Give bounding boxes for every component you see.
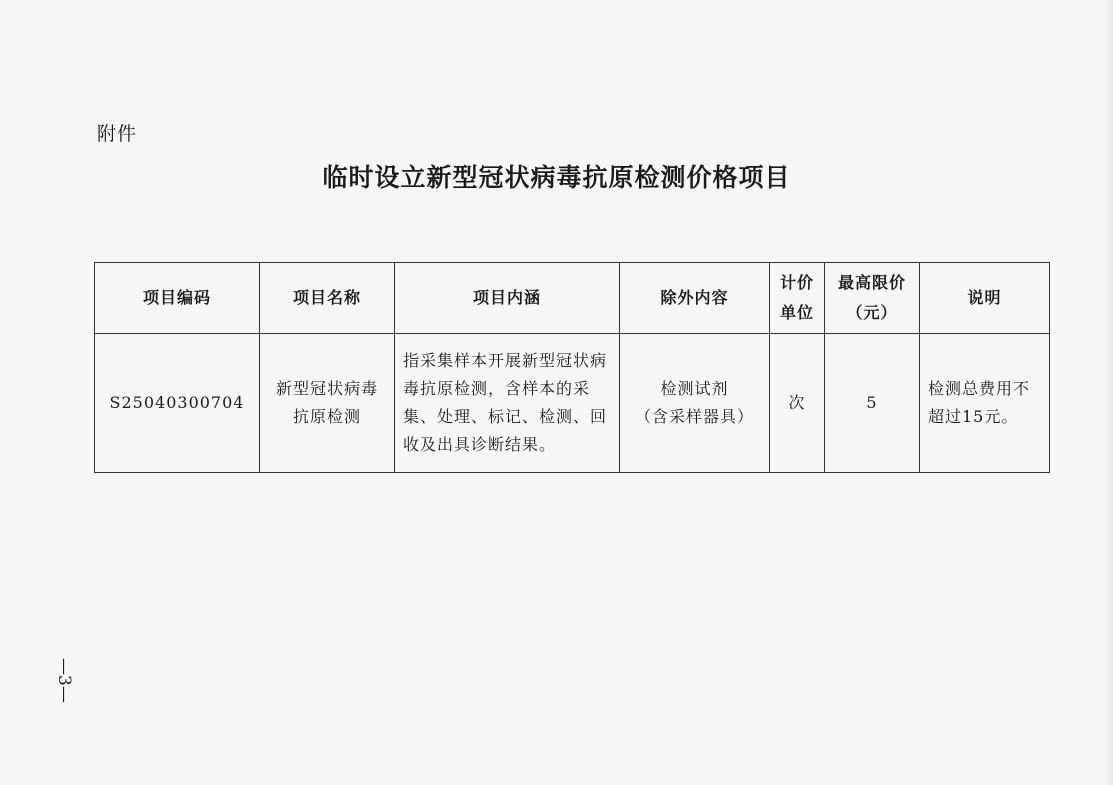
cell-excluded-line2: （含采样器具） — [634, 407, 754, 426]
page-edge-shadow — [1103, 0, 1113, 785]
cell-excluded — [620, 334, 770, 473]
header-price — [825, 263, 920, 334]
cell-excluded-line1: 检测试剂 — [660, 379, 729, 398]
header-price-line2: （元） — [846, 303, 898, 322]
cell-name: 新型冠状病毒抗原检测 — [260, 334, 395, 473]
table-row — [95, 334, 1050, 473]
document-title: 临时设立新型冠状病毒抗原检测价格项目 — [322, 163, 791, 192]
header-code: 项目编码 — [95, 263, 260, 334]
cell-note: 检测总费用不超过15元。 — [920, 334, 1050, 473]
header-name: 项目名称 — [260, 263, 395, 334]
header-unit — [770, 263, 825, 334]
cell-code: S25040300704 — [95, 334, 260, 473]
price-table — [94, 262, 1050, 473]
cell-price: 5 — [825, 334, 920, 473]
header-excluded: 除外内容 — [620, 263, 770, 334]
cell-content: 指采集样本开展新型冠状病毒抗原检测，含样本的采集、处理、标记、检测、回收及出具诊断结果。 — [395, 334, 620, 473]
header-unit-line1: 计价 — [779, 273, 814, 292]
header-note: 说明 — [920, 263, 1050, 334]
header-price-line1: 最高限价 — [837, 273, 906, 292]
page-number: —3— — [54, 657, 74, 703]
attachment-label: 附件 — [97, 123, 138, 145]
header-unit-line2: 单位 — [779, 303, 814, 322]
table-header-row — [95, 263, 1050, 334]
header-content: 项目内涵 — [395, 263, 620, 334]
cell-unit: 次 — [770, 334, 825, 473]
